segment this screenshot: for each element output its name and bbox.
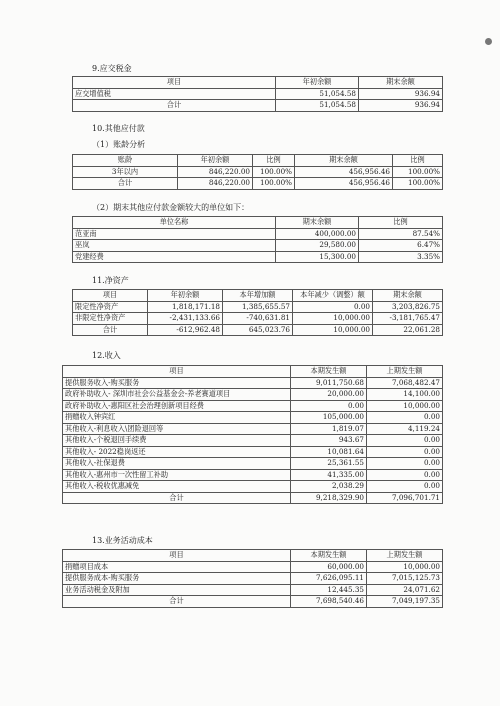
cell-value: 15,300.00 <box>276 251 359 263</box>
header-cell: 比例 <box>359 217 443 229</box>
header-cell: 本年减少（调整）额 <box>293 290 373 302</box>
header-cell: 比例 <box>253 155 295 167</box>
cell-value: 10,081.64 <box>291 446 367 458</box>
row-label: 捐赠项目成本 <box>63 561 291 573</box>
header-cell: 期末余额 <box>373 290 443 302</box>
row-label: 其他收入-社保退费 <box>63 458 291 470</box>
cell-value: 0.00 <box>367 458 443 470</box>
cell-value: 456,956.46 <box>295 178 393 190</box>
cell-value: 0.00 <box>293 301 373 313</box>
table-row <box>73 88 443 100</box>
table-row <box>63 481 443 493</box>
header-cell: 账龄 <box>73 155 178 167</box>
cell-value: 7,096,701.71 <box>367 492 443 504</box>
table-header-row <box>63 366 443 378</box>
cell-value: 100.00% <box>393 166 443 178</box>
header-cell: 年初余额 <box>276 77 359 89</box>
cell-value: -740,631.81 <box>223 313 293 325</box>
cell-value: 25,361.55 <box>291 458 367 470</box>
header-cell: 本期发生额 <box>291 550 367 562</box>
table-income <box>62 365 443 504</box>
cell-value: 14,100.00 <box>367 389 443 401</box>
cell-value: 0.00 <box>367 481 443 493</box>
row-label: 其他收入-利息收入\团险退回等 <box>63 423 291 435</box>
cell-value: 400,000.00 <box>276 228 359 240</box>
header-cell: 年初余额 <box>178 155 253 167</box>
cell-value: 7,068,482.47 <box>367 377 443 389</box>
cell-value: 846,220.00 <box>178 178 253 190</box>
header-cell: 本年增加额 <box>223 290 293 302</box>
table-row <box>73 301 443 313</box>
cell-value: 41,335.00 <box>291 469 367 481</box>
section-9-title: 9.应交税金 <box>92 64 132 73</box>
row-label: 其他收入-税收优惠减免 <box>63 481 291 493</box>
cell-value: 100.00% <box>393 178 443 190</box>
table-row <box>63 435 443 447</box>
cell-value: 6.47% <box>359 240 443 252</box>
cell-value: 0.00 <box>367 469 443 481</box>
row-label: 合计 <box>63 492 291 504</box>
cell-value: 60,000.00 <box>291 561 367 573</box>
cell-value: 846,220.00 <box>178 166 253 178</box>
table-row <box>63 458 443 470</box>
table-header-row <box>73 77 443 89</box>
row-label: 其他收入- 2022稳岗返还 <box>63 446 291 458</box>
table-header-row <box>63 550 443 562</box>
row-label: 限定性净资产 <box>73 301 148 313</box>
row-label: 巫岚 <box>73 240 276 252</box>
table-business-costs <box>62 549 443 608</box>
table-row <box>73 313 443 325</box>
cell-value: 100.00% <box>253 166 295 178</box>
cell-value: 0.00 <box>367 446 443 458</box>
row-label: 业务活动税金及附加 <box>63 584 291 596</box>
cell-value: 456,956.46 <box>295 166 393 178</box>
cell-value: 936.94 <box>359 100 443 112</box>
header-cell: 年初余额 <box>148 290 223 302</box>
table-row-total <box>73 324 443 336</box>
cell-value: 9,218,329.90 <box>291 492 367 504</box>
table-row-total <box>73 178 443 190</box>
table-row <box>73 240 443 252</box>
section-10-subtitle-1: （1）账龄分析 <box>92 140 146 149</box>
table-header-row <box>73 155 443 167</box>
cell-value: 10,000.00 <box>367 561 443 573</box>
table-row <box>63 412 443 424</box>
header-cell: 期末余额 <box>295 155 393 167</box>
header-cell: 期末余额 <box>276 217 359 229</box>
row-label: 其他收入-惠州市一次性留工补助 <box>63 469 291 481</box>
cell-value: 7,626,095.11 <box>291 573 367 585</box>
table-row-total <box>63 596 443 608</box>
table-row <box>73 251 443 263</box>
cell-value: 943.67 <box>291 435 367 447</box>
header-cell: 项目 <box>63 366 291 378</box>
cell-value: 51,054.58 <box>276 100 359 112</box>
header-cell: 比例 <box>393 155 443 167</box>
table-large-payables <box>72 216 443 263</box>
row-label: 3年以内 <box>73 166 178 178</box>
table-aging-analysis <box>72 154 443 190</box>
cell-value: 0.00 <box>367 435 443 447</box>
table-row <box>73 228 443 240</box>
table-row <box>63 561 443 573</box>
cell-value: 3,203,826.75 <box>373 301 443 313</box>
cell-value: -3,181,765.47 <box>373 313 443 325</box>
cell-value: 4,119.24 <box>367 423 443 435</box>
header-cell: 上期发生额 <box>367 550 443 562</box>
table-row <box>63 584 443 596</box>
cell-value: 20,000.00 <box>291 389 367 401</box>
section-12-title: 12.收入 <box>92 351 121 360</box>
cell-value: 22,061.28 <box>373 324 443 336</box>
header-cell: 上期发生额 <box>367 366 443 378</box>
table-row <box>63 446 443 458</box>
cell-value: 12,445.35 <box>291 584 367 596</box>
row-label: 合计 <box>73 324 148 336</box>
cell-value: 10,000.00 <box>367 400 443 412</box>
table-row-total <box>73 100 443 112</box>
table-row <box>63 423 443 435</box>
cell-value: 51,054.58 <box>276 88 359 100</box>
cell-value: 0.00 <box>367 412 443 424</box>
row-label: 非限定性净资产 <box>73 313 148 325</box>
row-label: 应交增值税 <box>73 88 276 100</box>
row-label: 合计 <box>63 596 291 608</box>
row-label: 捐赠收入钟宾红 <box>63 412 291 424</box>
table-net-assets <box>72 289 443 336</box>
row-label: 其他收入-个税退回手续费 <box>63 435 291 447</box>
cell-value: 7,015,125.73 <box>367 573 443 585</box>
table-row <box>63 377 443 389</box>
header-cell: 项目 <box>73 290 148 302</box>
table-row <box>73 166 443 178</box>
cell-value: 29,580.00 <box>276 240 359 252</box>
header-cell: 本期发生额 <box>291 366 367 378</box>
cell-value: 1,819.07 <box>291 423 367 435</box>
row-label: 政府补助收入-惠阳区社会治理创新项目经费 <box>63 400 291 412</box>
row-label: 政府补助收入- 深圳市社会公益基金会-养老赛道项目 <box>63 389 291 401</box>
cell-value: 87.54% <box>359 228 443 240</box>
cell-value: 7,698,540.46 <box>291 596 367 608</box>
punch-hole <box>485 38 492 45</box>
header-cell: 项目 <box>63 550 291 562</box>
header-cell: 项目 <box>73 77 276 89</box>
table-row <box>63 573 443 585</box>
table-tax-payable <box>72 76 443 112</box>
table-row <box>63 400 443 412</box>
cell-value: 10,000.00 <box>293 324 373 336</box>
table-row <box>63 469 443 481</box>
cell-value: -2,431,133.66 <box>148 313 223 325</box>
table-row <box>63 389 443 401</box>
row-label: 合计 <box>73 178 178 190</box>
cell-value: 0.00 <box>291 400 367 412</box>
table-header-row <box>73 217 443 229</box>
table-row-total <box>63 492 443 504</box>
header-cell: 期末余额 <box>359 77 443 89</box>
cell-value: -612,962.48 <box>148 324 223 336</box>
cell-value: 100.00% <box>253 178 295 190</box>
cell-value: 1,818,171.18 <box>148 301 223 313</box>
cell-value: 2,038.29 <box>291 481 367 493</box>
section-11-title: 11.净资产 <box>92 276 129 285</box>
header-cell: 单位名称 <box>73 217 276 229</box>
cell-value: 7,049,197.35 <box>367 596 443 608</box>
cell-value: 105,000.00 <box>291 412 367 424</box>
row-label: 提供服务成本-购买服务 <box>63 573 291 585</box>
table-header-row <box>73 290 443 302</box>
row-label: 党建经费 <box>73 251 276 263</box>
section-10-title: 10.其他应付款 <box>92 124 145 133</box>
cell-value: 645,023.76 <box>223 324 293 336</box>
cell-value: 3.35% <box>359 251 443 263</box>
cell-value: 24,071.62 <box>367 584 443 596</box>
row-label: 提供服务收入-购买服务 <box>63 377 291 389</box>
cell-value: 936.94 <box>359 88 443 100</box>
row-label: 范亚南 <box>73 228 276 240</box>
cell-value: 1,385,655.57 <box>223 301 293 313</box>
section-13-title: 13.业务活动成本 <box>92 536 153 545</box>
row-label: 合计 <box>73 100 276 112</box>
cell-value: 9,011,750.68 <box>291 377 367 389</box>
cell-value: 10,000.00 <box>293 313 373 325</box>
section-10-subtitle-2: （2）期末其他应付款金额较大的单位如下： <box>92 203 250 212</box>
